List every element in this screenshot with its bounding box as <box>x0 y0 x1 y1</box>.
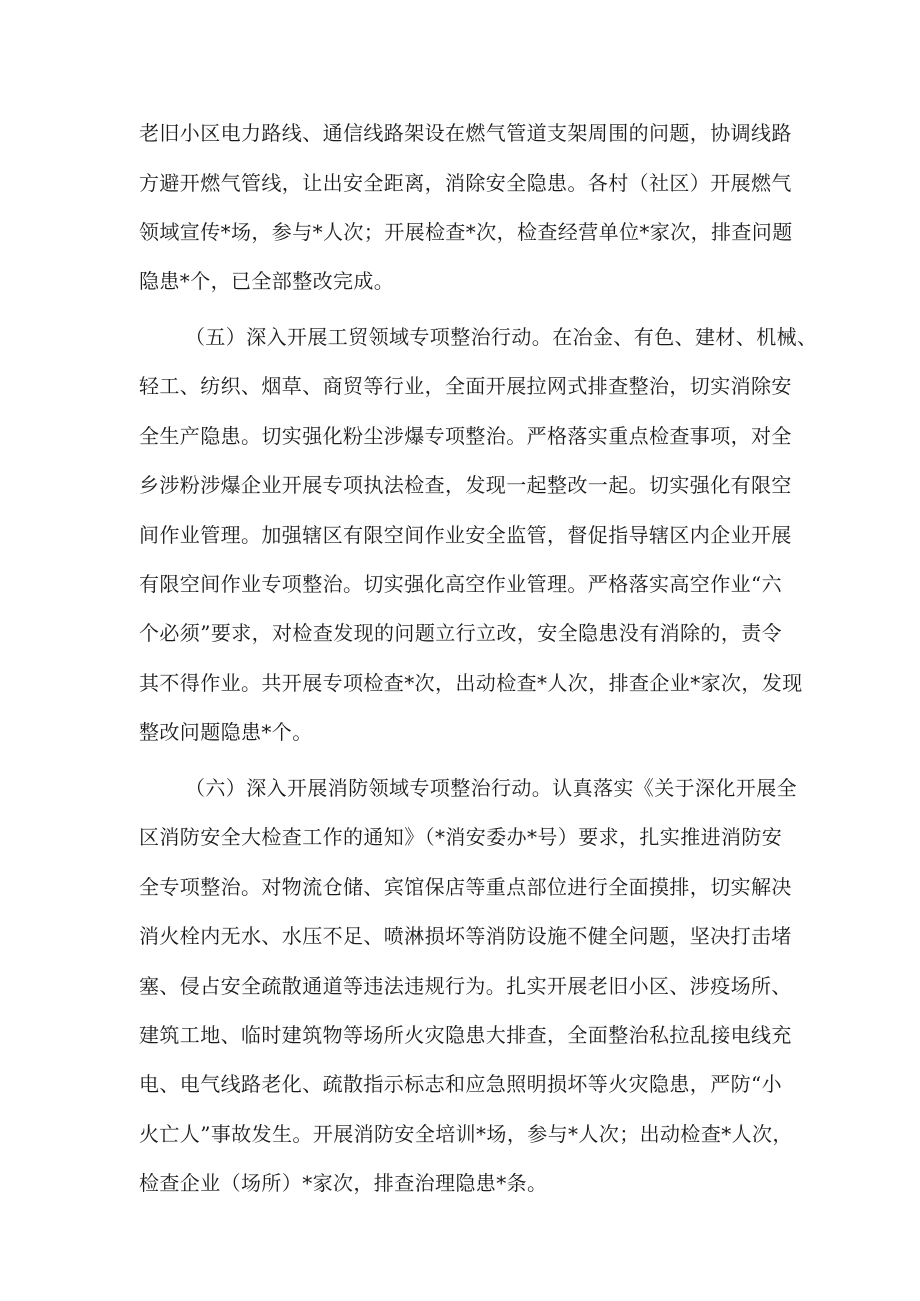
paragraph-line: 塞、侵占安全疏散通道等违法违规行为。扎实开展老旧小区、涉疫场所、 <box>139 974 792 998</box>
paragraph-line: 轻工、纺织、烟草、商贸等行业，全面开展拉网式排查整治，切实消除安 <box>139 374 792 398</box>
paragraph-first-line: （六）深入开展消防领域专项整治行动。认真落实《关于深化开展全 <box>185 776 797 800</box>
paragraph-line: 电、电气线路老化、疏散指示标志和应急照明损坏等火灾隐患，严防“小 <box>139 1072 783 1096</box>
paragraph-line: 领域宣传*场，参与*人次；开展检查*次，检查经营单位*家次，排查问题 <box>139 220 793 244</box>
paragraph-line: 全专项整治。对物流仓储、宾馆保店等重点部位进行全面摸排，切实解决 <box>139 875 792 899</box>
paragraph-line: 乡涉粉涉爆企业开展专项执法检查，发现一起整改一起。切实强化有限空 <box>139 473 792 497</box>
paragraph-line: 方避开燃气管线，让出安全距离，消除安全隐患。各村（社区）开展燃气 <box>139 171 792 195</box>
paragraph-line: 老旧小区电力路线、通信线路架设在燃气管道支架周围的问题，协调线路 <box>139 121 792 145</box>
paragraph-line: 区消防安全大检查工作的通知》（*消安委办*号）要求，扎实推进消防安 <box>139 825 783 849</box>
paragraph-first-line: （五）深入开展工贸领域专项整治行动。在冶金、有色、建材、机械、 <box>185 325 818 349</box>
paragraph-line: 建筑工地、临时建筑物等场所火灾隐患大排查，全面整治私拉乱接电线充 <box>139 1023 792 1047</box>
paragraph-line: 隐患*个，已全部整改完成。 <box>139 269 395 293</box>
paragraph-line: 有限空间作业专项整治。切实强化高空作业管理。严格落实高空作业“六 <box>139 572 783 596</box>
paragraph-line: 其不得作业。共开展专项检查*次，出动检查*人次，排查企业*家次，发现 <box>139 671 803 695</box>
paragraph-line: 间作业管理。加强辖区有限空间作业安全监管，督促指导辖区内企业开展 <box>139 523 792 547</box>
paragraph-line: 火亡人”事故发生。开展消防安全培训*场，参与*人次；出动检查*人次， <box>139 1122 793 1146</box>
paragraph-line: 个必须”要求，对检查发现的问题立行立改，安全隐患没有消除的，责令 <box>139 621 783 645</box>
paragraph-line: 检查企业（场所）*家次，排查治理隐患*条。 <box>139 1171 548 1195</box>
paragraph-line: 消火栓内无水、水压不足、喷淋损坏等消防设施不健全问题，坚决打击堵 <box>139 924 792 948</box>
paragraph-line: 全生产隐患。切实强化粉尘涉爆专项整治。严格落实重点检查事项，对全 <box>139 424 792 448</box>
paragraph-line: 整改问题隐患*个。 <box>139 720 313 744</box>
